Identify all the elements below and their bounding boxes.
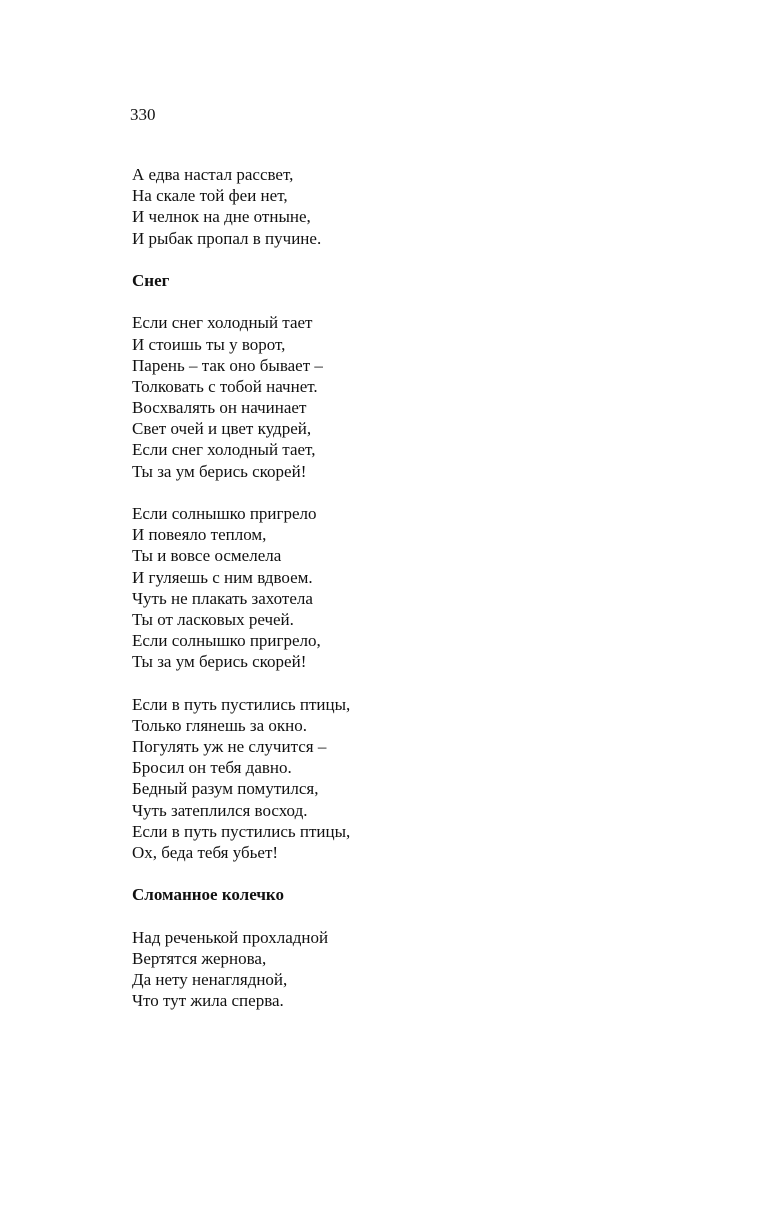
verse-line: Толковать с тобой начнет. (132, 376, 318, 396)
verse-line: Бедный разум помутился, (132, 779, 319, 799)
verse-line: Что тут жила сперва. (132, 991, 284, 1011)
blank-line (132, 482, 732, 503)
page-number: 330 (130, 105, 156, 124)
blank-line (132, 249, 732, 270)
verse-line: Если в путь пустились птицы, (132, 821, 351, 841)
verse-line: И челнок на дне отныне, (132, 207, 311, 227)
verse-line: Ты от ласковых речей. (132, 609, 294, 629)
verse-line: Ты за ум берись скорей! (132, 461, 307, 481)
verse-line: Ты за ум берись скорей! (132, 652, 307, 672)
verse-line: Если снег холодный тает (132, 313, 313, 333)
verse-line: Чуть затеплился восход. (132, 800, 308, 820)
stanza (132, 312, 732, 482)
verse-line: А едва настал рассвет, (132, 165, 294, 184)
poem-title: Снег (132, 270, 170, 290)
verse-line: Свет очей и цвет кудрей, (132, 419, 312, 439)
verse-line: Ох, беда тебя убьет! (132, 843, 279, 862)
verse-line: Если солнышко пригрело (132, 504, 317, 523)
verse-line: Если в путь пустились птицы, (132, 694, 351, 714)
blank-line (132, 906, 732, 927)
verse-line: Если снег холодный тает, (132, 440, 316, 460)
stanza (132, 164, 732, 249)
verse-line: Да нету ненаглядной, (132, 970, 288, 990)
verse-line: Над реченькой прохладной (132, 927, 329, 947)
verse-line: На скале той феи нет, (132, 186, 288, 206)
verse-line: И гуляешь с ним вдвоем. (132, 567, 313, 587)
verse-line: Погулять уж не случится – (132, 737, 327, 757)
stanza (132, 927, 732, 1012)
verse-line: Если солнышко пригрело, (132, 631, 321, 651)
verse-line: И рыбак пропал в пучине. (132, 228, 322, 248)
stanza (132, 694, 732, 864)
verse-line: И повеяло теплом, (132, 525, 267, 545)
verse-line: Вертятся жернова, (132, 948, 267, 968)
verse-line: Ты и вовсе осмелела (132, 546, 282, 566)
blank-line (132, 673, 732, 694)
verse-line: Только глянешь за окно. (132, 715, 308, 735)
verse-line: Парень – так оно бывает – (132, 355, 323, 375)
verse-line: И стоишь ты у ворот, (132, 334, 286, 354)
verse-line: Чуть не плакать захотела (132, 588, 313, 608)
verse-line: Восхвалять он начинает (132, 398, 307, 418)
page-body (132, 164, 732, 1012)
verse-line: Бросил он тебя давно. (132, 758, 292, 778)
blank-line (132, 863, 732, 884)
stanza (132, 503, 732, 673)
poem-title: Сломанное колечко (132, 885, 285, 905)
blank-line (132, 291, 732, 312)
